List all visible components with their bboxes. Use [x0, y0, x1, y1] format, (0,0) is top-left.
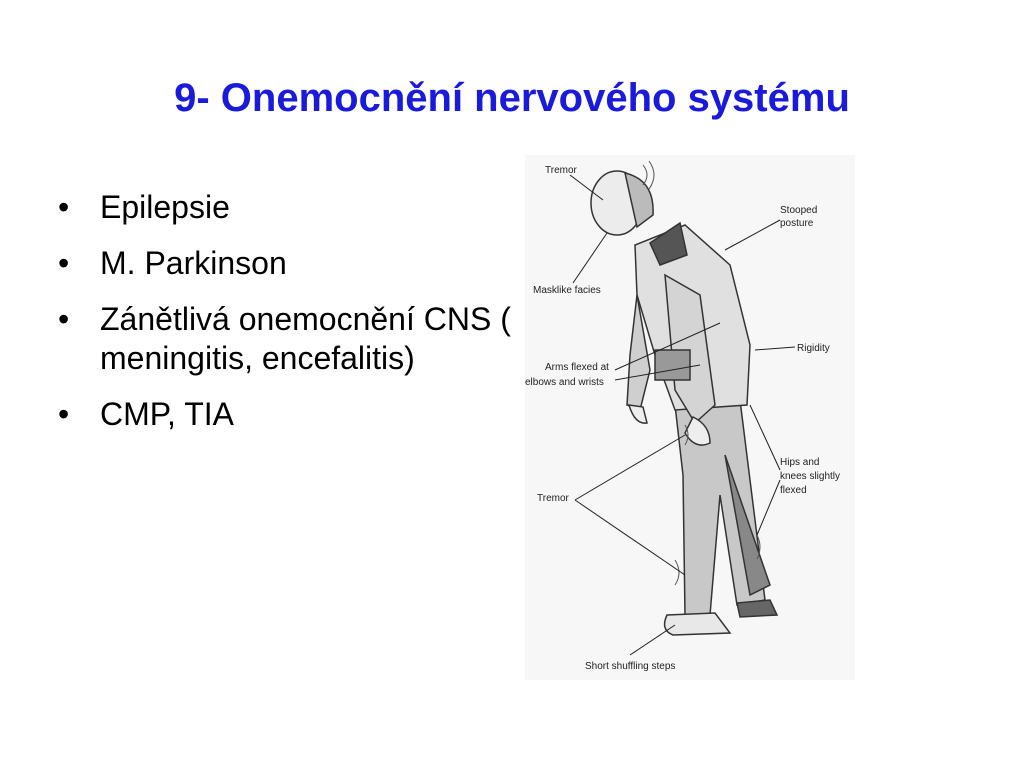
label-shuffling-steps: Short shuffling steps: [585, 661, 676, 672]
bullet-glyph: •: [58, 189, 70, 225]
bullet-text: CMP, TIA: [100, 396, 234, 432]
bullet-glyph: •: [58, 396, 70, 432]
bullet-item: [58, 395, 528, 434]
parkinson-figure-svg: [525, 155, 855, 680]
label-hips-3: flexed: [780, 485, 807, 496]
label-hips-1: Hips and: [780, 457, 820, 468]
label-stooped-2: posture: [780, 218, 814, 229]
label-stooped-1: Stooped: [780, 205, 818, 216]
label-rigidity: Rigidity: [797, 343, 830, 354]
label-tremor-hands: Tremor: [537, 493, 569, 504]
bullet-text: Zánětlivá onemocnění CNS ( meningitis, encefalitis): [100, 301, 511, 376]
bullet-list: [58, 188, 528, 451]
bullet-glyph: •: [58, 245, 70, 281]
slide-title: 9- Onemocnění nervového systému: [174, 76, 850, 120]
bullet-item: [58, 300, 528, 378]
label-masklike: Masklike facies: [533, 285, 601, 296]
label-arms-2: elbows and wrists: [525, 377, 604, 388]
label-arms-1: Arms flexed at: [545, 362, 609, 373]
bullet-item: [58, 244, 528, 283]
bullet-text: M. Parkinson: [100, 245, 287, 281]
label-tremor-head: Tremor: [545, 165, 577, 176]
parkinson-illustration: [525, 155, 855, 680]
bullet-text: Epilepsie: [100, 189, 230, 225]
bullet-glyph: •: [58, 301, 70, 337]
label-hips-2: knees slightly: [780, 471, 841, 482]
bullet-item: [58, 188, 528, 227]
